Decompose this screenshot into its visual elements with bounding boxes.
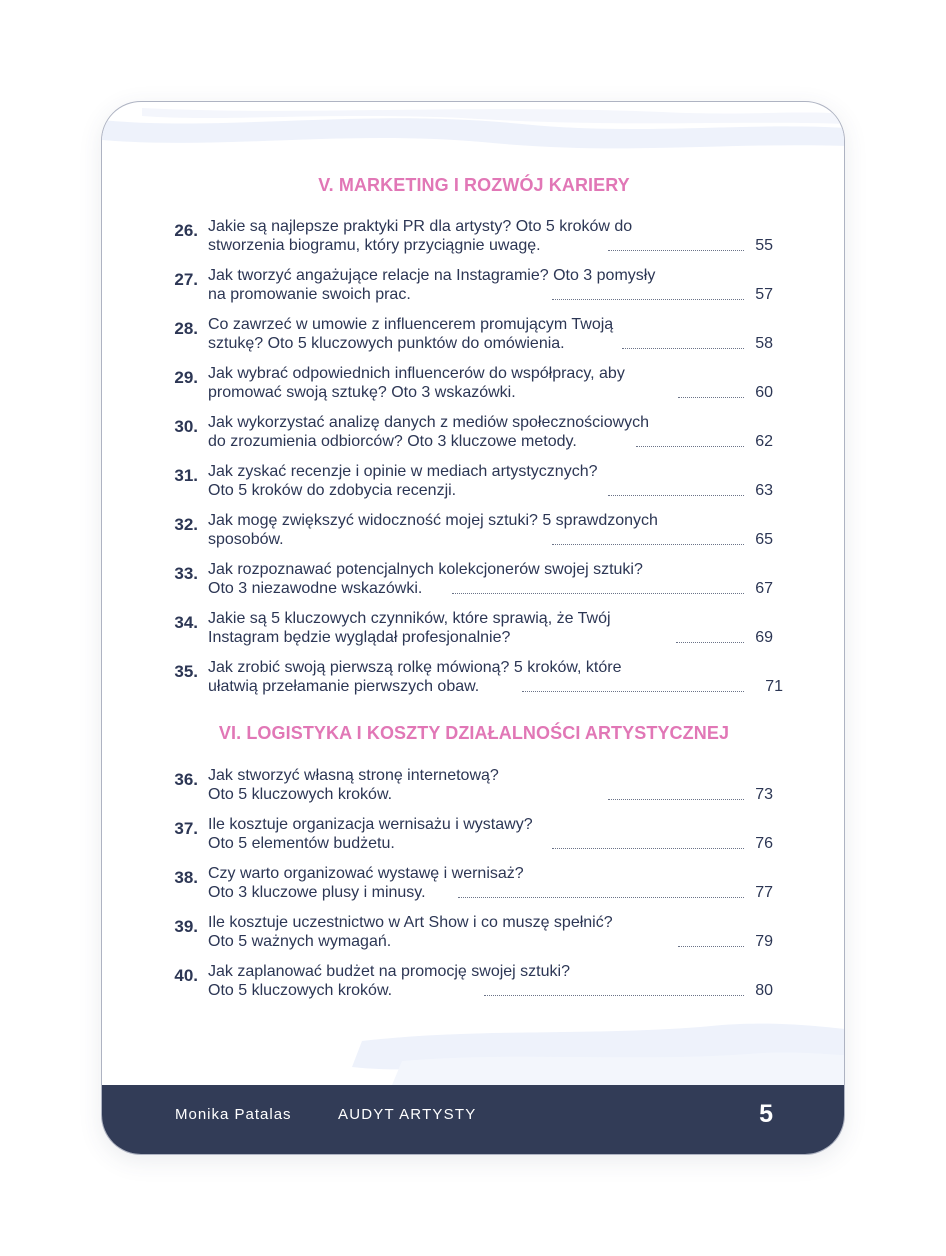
- entry-title: Jak zyskać recenzje i opinie w mediach artystycznych? Oto 5 kroków do zdobycia recenzji.: [208, 463, 598, 499]
- entry-title: Jak zaplanować budżet na promocję swojej sztuki? Oto 5 kluczowych kroków.: [208, 963, 570, 999]
- toc-entry: [102, 609, 845, 653]
- entry-number: 31.: [174, 466, 198, 485]
- footer-bar: [102, 1085, 845, 1155]
- entry-title: Jakie są 5 kluczowych czynników, które sprawią, że Twój Instagram będzie wyglądał profesjonalnie?: [208, 610, 611, 646]
- toc-entry: [102, 413, 845, 457]
- toc-entry: [102, 462, 845, 506]
- entry-page-number: 79: [755, 933, 773, 950]
- entry-number: 38.: [174, 868, 198, 887]
- toc-entry: [102, 511, 845, 555]
- dot-leader: [552, 544, 744, 545]
- dot-leader: [484, 995, 744, 996]
- entry-number: 30.: [174, 417, 198, 436]
- entry-page-number: 62: [755, 433, 773, 450]
- entry-page-number: 67: [755, 580, 773, 597]
- entry-page-number: 71: [765, 678, 783, 695]
- section-title-logistics: VI. LOGISTYKA I KOSZTY DZIAŁALNOŚCI ARTYSTYCZNEJ: [218, 723, 730, 743]
- page-number: 5: [759, 1100, 773, 1128]
- dot-leader: [622, 348, 744, 349]
- brush-stroke-top-decoration: [102, 102, 845, 172]
- entry-page-number: 60: [755, 384, 773, 401]
- entry-title: Jak wykorzystać analizę danych z mediów społecznościowych do zrozumienia odbiorców? Oto 3 kluczowe metody.: [208, 414, 650, 450]
- toc-entry: [102, 962, 845, 1006]
- toc-entry: [102, 815, 845, 859]
- dot-leader: [636, 446, 744, 447]
- entry-number: 37.: [174, 819, 198, 838]
- entry-page-number: 55: [755, 237, 773, 254]
- entry-title: Jak tworzyć angażujące relacje na Instagramie? Oto 3 pomysły na promowanie swoich prac.: [208, 267, 656, 303]
- dot-leader: [608, 250, 744, 251]
- document-page: [101, 101, 845, 1155]
- entry-page-number: 77: [755, 884, 773, 901]
- entry-title: Jak rozpoznawać potencjalnych kolekcjonerów swojej sztuki? Oto 3 niezawodne wskazówki.: [208, 561, 643, 597]
- entry-number: 34.: [174, 613, 198, 632]
- toc-entry: [102, 315, 845, 359]
- toc-entry: [102, 266, 845, 310]
- dot-leader: [678, 946, 744, 947]
- dot-leader: [608, 495, 744, 496]
- entry-page-number: 65: [755, 531, 773, 548]
- dot-leader: [458, 897, 744, 898]
- entry-title: Jak zrobić swoją pierwszą rolkę mówioną? 5 kroków, które ułatwią przełamanie pierwszych obaw.: [208, 659, 622, 695]
- entry-number: 27.: [174, 270, 198, 289]
- entry-page-number: 57: [755, 286, 773, 303]
- entry-title: Jak stworzyć własną stronę internetową? Oto 5 kluczowych kroków.: [208, 767, 499, 803]
- toc-entry: [102, 364, 845, 408]
- entry-number: 29.: [174, 368, 198, 387]
- brush-stroke-bottom-decoration: [102, 1007, 845, 1087]
- dot-leader: [522, 691, 744, 692]
- toc-entry: [102, 864, 845, 908]
- entry-page-number: 73: [755, 786, 773, 803]
- toc-entry: [102, 913, 845, 957]
- dot-leader: [452, 593, 744, 594]
- entry-title: Jak wybrać odpowiednich influencerów do współpracy, aby promować swoją sztukę? Oto 3 wskazówki.: [208, 365, 625, 401]
- entry-title: Ile kosztuje organizacja wernisażu i wystawy? Oto 5 elementów budżetu.: [208, 816, 533, 852]
- entry-number: 32.: [174, 515, 198, 534]
- dot-leader: [676, 642, 744, 643]
- entry-title: Co zawrzeć w umowie z influencerem promującym Twoją sztukę? Oto 5 kluczowych punktów do omówienia.: [208, 316, 614, 352]
- footer-document-title: AUDYT ARTYSTY: [338, 1106, 477, 1123]
- toc-entry: [102, 766, 845, 810]
- entry-title: Jakie są najlepsze praktyki PR dla artysty? Oto 5 kroków do stworzenia biogramu, który przyciągnie uwagę.: [208, 218, 633, 254]
- toc-entry: [102, 217, 845, 261]
- entry-number: 35.: [174, 662, 198, 681]
- entry-title: Ile kosztuje uczestnictwo w Art Show i co muszę spełnić? Oto 5 ważnych wymagań.: [208, 914, 613, 950]
- entry-page-number: 63: [755, 482, 773, 499]
- toc-entry: [102, 560, 845, 604]
- entry-number: 28.: [174, 319, 198, 338]
- dot-leader: [552, 299, 744, 300]
- entry-number: 33.: [174, 564, 198, 583]
- entry-number: 26.: [174, 221, 198, 240]
- entry-page-number: 76: [755, 835, 773, 852]
- dot-leader: [678, 397, 744, 398]
- entry-page-number: 58: [755, 335, 773, 352]
- entry-title: Jak mogę zwiększyć widoczność mojej sztuki? 5 sprawdzonych sposobów.: [208, 512, 658, 548]
- entry-number: 40.: [174, 966, 198, 985]
- dot-leader: [608, 799, 744, 800]
- entry-number: 36.: [174, 770, 198, 789]
- entry-number: 39.: [174, 917, 198, 936]
- dot-leader: [552, 848, 744, 849]
- section-title-marketing: V. MARKETING I ROZWÓJ KARIERY: [318, 175, 630, 195]
- entry-page-number: 69: [755, 629, 773, 646]
- entry-title: Czy warto organizować wystawę i wernisaż? Oto 3 kluczowe plusy i minusy.: [208, 865, 524, 901]
- footer-author: Monika Patalas: [175, 1106, 292, 1123]
- entry-page-number: 80: [755, 982, 773, 999]
- toc-entry: [102, 658, 845, 702]
